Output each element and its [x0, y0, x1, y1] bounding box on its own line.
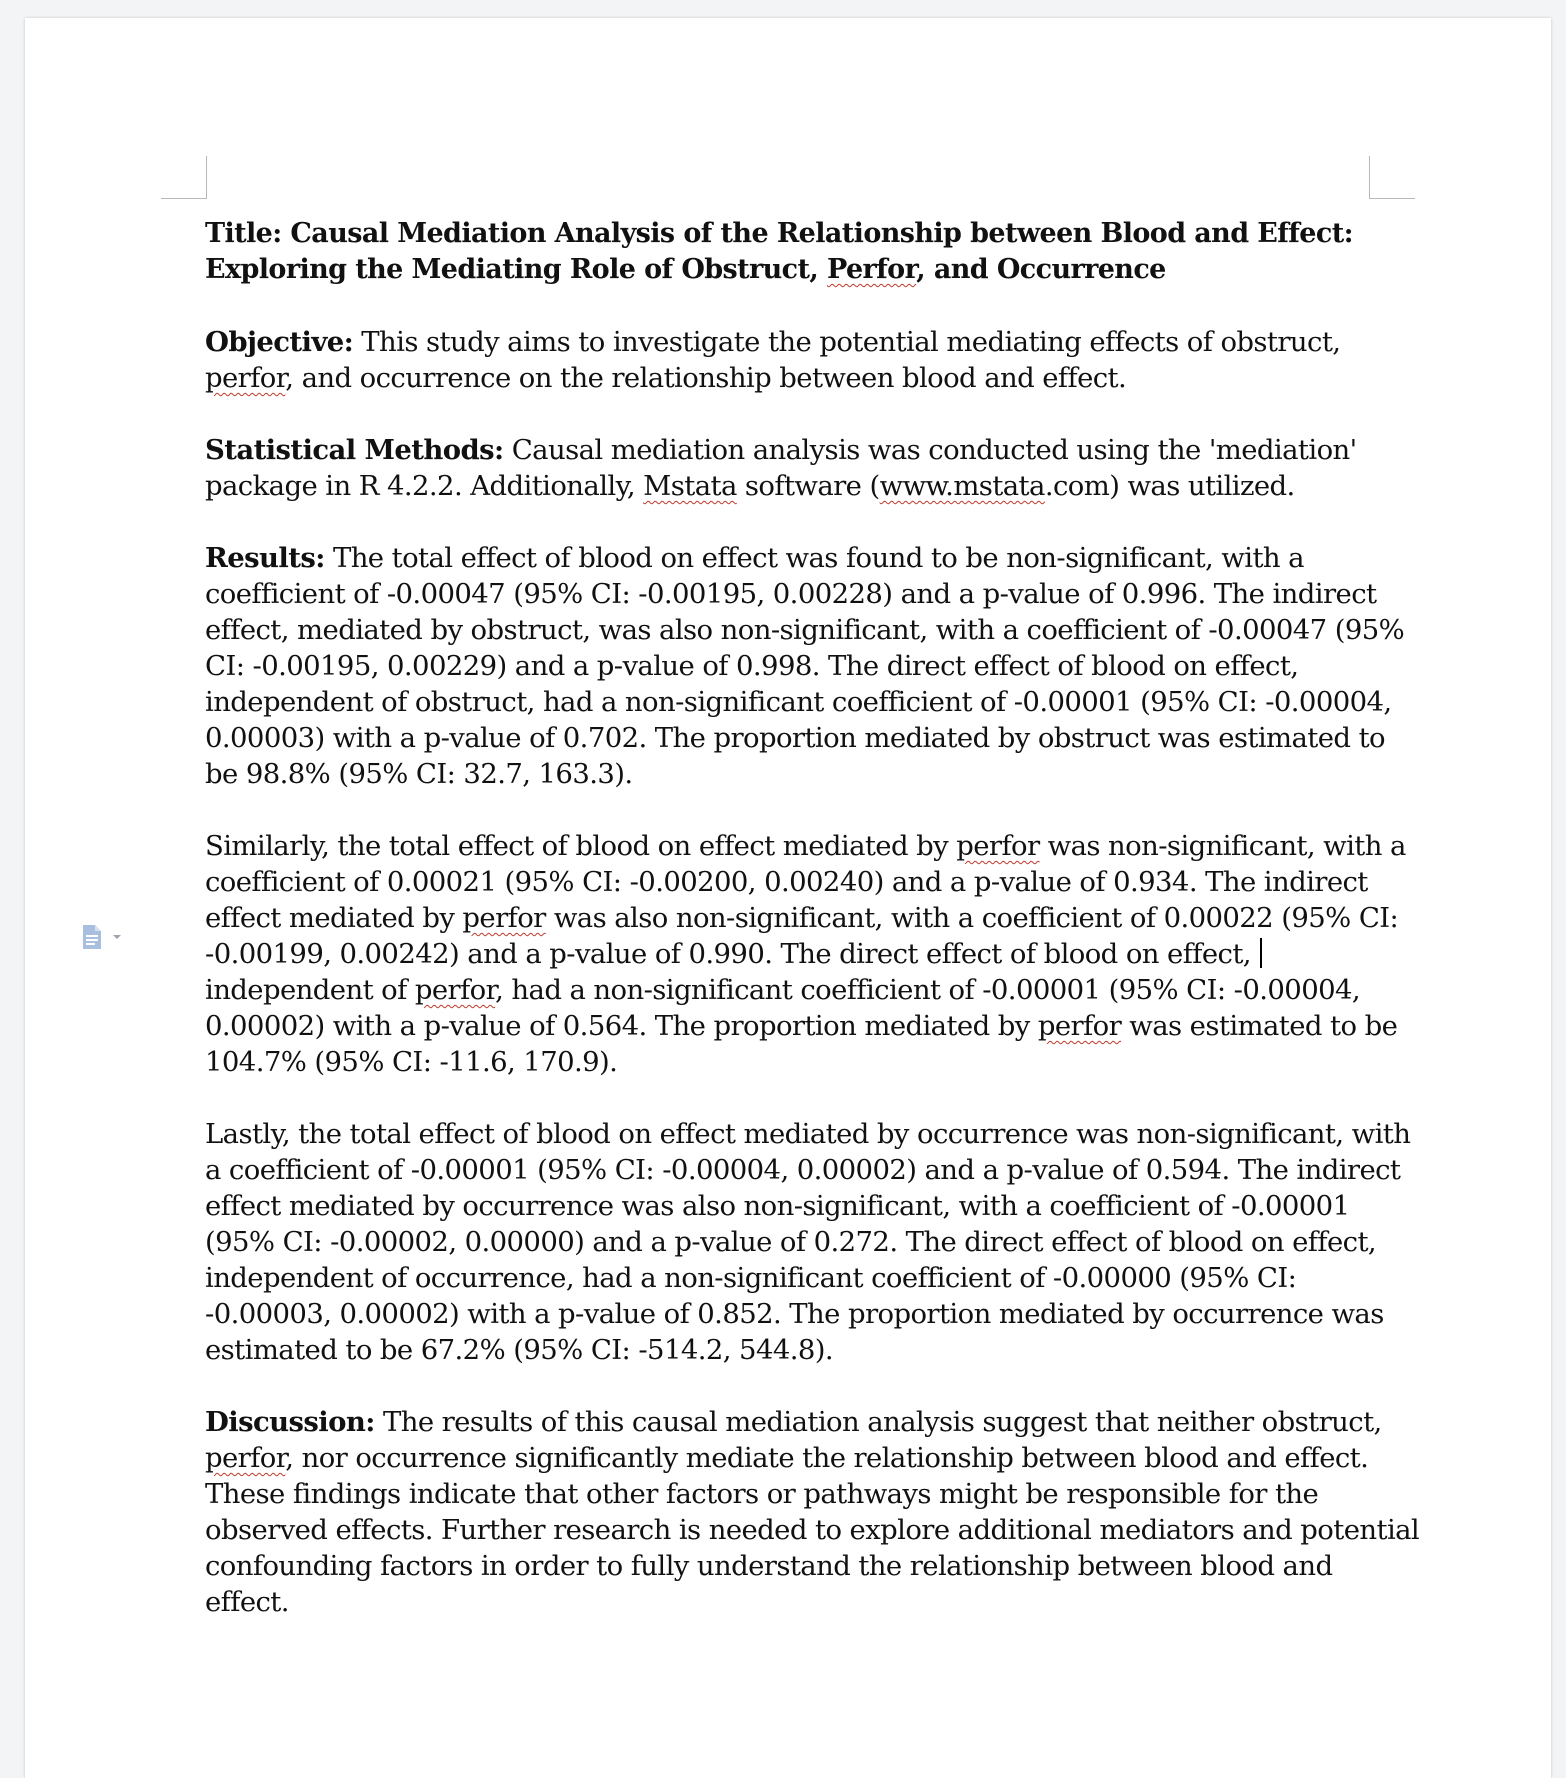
document-title: Title: Causal Mediation Analysis of the Relationship between Blood and Effect: Exploring the Mediating Role of Obstruct, Perfor, and Occurrence [205, 218, 1353, 285]
spelling-flag[interactable]: Perfor [826, 254, 917, 285]
paste-options-icon[interactable] [81, 924, 103, 950]
spelling-flag[interactable]: perfor [205, 1442, 286, 1474]
document-page[interactable] [25, 18, 1551, 1778]
margin-marker-top-left [161, 156, 207, 199]
results-label: Results: [205, 542, 325, 574]
chevron-down-icon[interactable] [112, 933, 122, 941]
methods-paragraph: Statistical Methods: Causal mediation analysis was conducted using the 'mediation' package in R 4.2.2. Additionally, Mstata software (www.mstata.com) was utilized. [205, 434, 1357, 502]
discussion-label: Discussion: [205, 1406, 375, 1438]
spelling-flag[interactable]: Mstata [643, 470, 737, 502]
lastly-paragraph: Lastly, the total effect of blood on effect mediated by occurrence was non-significant, with a coefficient of -0.00001 (95% CI: -0.00004, 0.00002) and a p-value of 0.594. The indirect effect mediated by occurrence was also non-significant, with a coefficient of -0.00001 (95% CI: -0.00002, 0.00000) and a p-value of 0.272. The direct effect of blood on effect, independent of occurrence, had a non-significant coefficient of -0.00000 (95% CI: -0.00003, 0.00002) with a p-value of 0.852. The proportion mediated by occurrence was estimated to be 67.2% (95% CI: -514.2, 544.8). [205, 1118, 1411, 1366]
discussion-paragraph: Discussion: The results of this causal mediation analysis suggest that neither obstruct, perfor, nor occurrence significantly mediate the relationship between blood and effect. These findings indicate that other factors or pathways might be responsible for the observed effects. Further research is needed to explore additional mediators and potential confounding factors in order to fully understand the relationship between blood and effect. [205, 1406, 1420, 1618]
margin-marker-top-right [1369, 156, 1415, 199]
objective-paragraph: Objective: This study aims to investigate the potential mediating effects of obstruct, perfor, and occurrence on the relationship between blood and effect. [205, 326, 1341, 394]
document-body[interactable] [205, 216, 1421, 1656]
results-paragraph: Results: The total effect of blood on effect was found to be non-significant, with a coefficient of -0.00047 (95% CI: -0.00195, 0.00228) and a p-value of 0.996. The indirect effect, mediated by obstruct, was also non-significant, with a coefficient of -0.00047 (95% CI: -0.00195, 0.00229) and a p-value of 0.998. The direct effect of blood on effect, independent of obstruct, had a non-significant coefficient of -0.00001 (95% CI: -0.00004, 0.00003) with a p-value of 0.702. The proportion mediated by obstruct was estimated to be 98.8% (95% CI: 32.7, 163.3). [205, 542, 1405, 790]
spelling-flag[interactable]: perfor [414, 974, 496, 1006]
spelling-flag[interactable]: perfor [205, 362, 286, 394]
similarly-paragraph: Similarly, the total effect of blood on effect mediated by perfor was non-significant, with a coefficient of 0.00021 (95% CI: -0.00200, 0.00240) and a p-value of 0.934. The indirect effect mediated by perfor was also non-significant, with a coefficient of 0.00022 (95% CI: -0.00199, 0.00242) and a p-value of 0.990. The direct effect of blood on effect, independent of perfor, had a non-significant coefficient of -0.00001 (95% CI: -0.00004, 0.00002) with a p-value of 0.564. The proportion mediated by perfor was estimated to be 104.7% (95% CI: -11.6, 170.9). [205, 830, 1406, 1078]
text-cursor [1260, 938, 1262, 968]
spelling-flag[interactable]: perfor [956, 830, 1040, 862]
objective-label: Objective: [205, 326, 354, 358]
spelling-flag[interactable]: www.mstata [879, 470, 1045, 502]
spelling-flag[interactable]: perfor [1037, 1010, 1122, 1042]
spelling-flag[interactable]: perfor [462, 902, 546, 934]
methods-label: Statistical Methods: [205, 434, 504, 466]
